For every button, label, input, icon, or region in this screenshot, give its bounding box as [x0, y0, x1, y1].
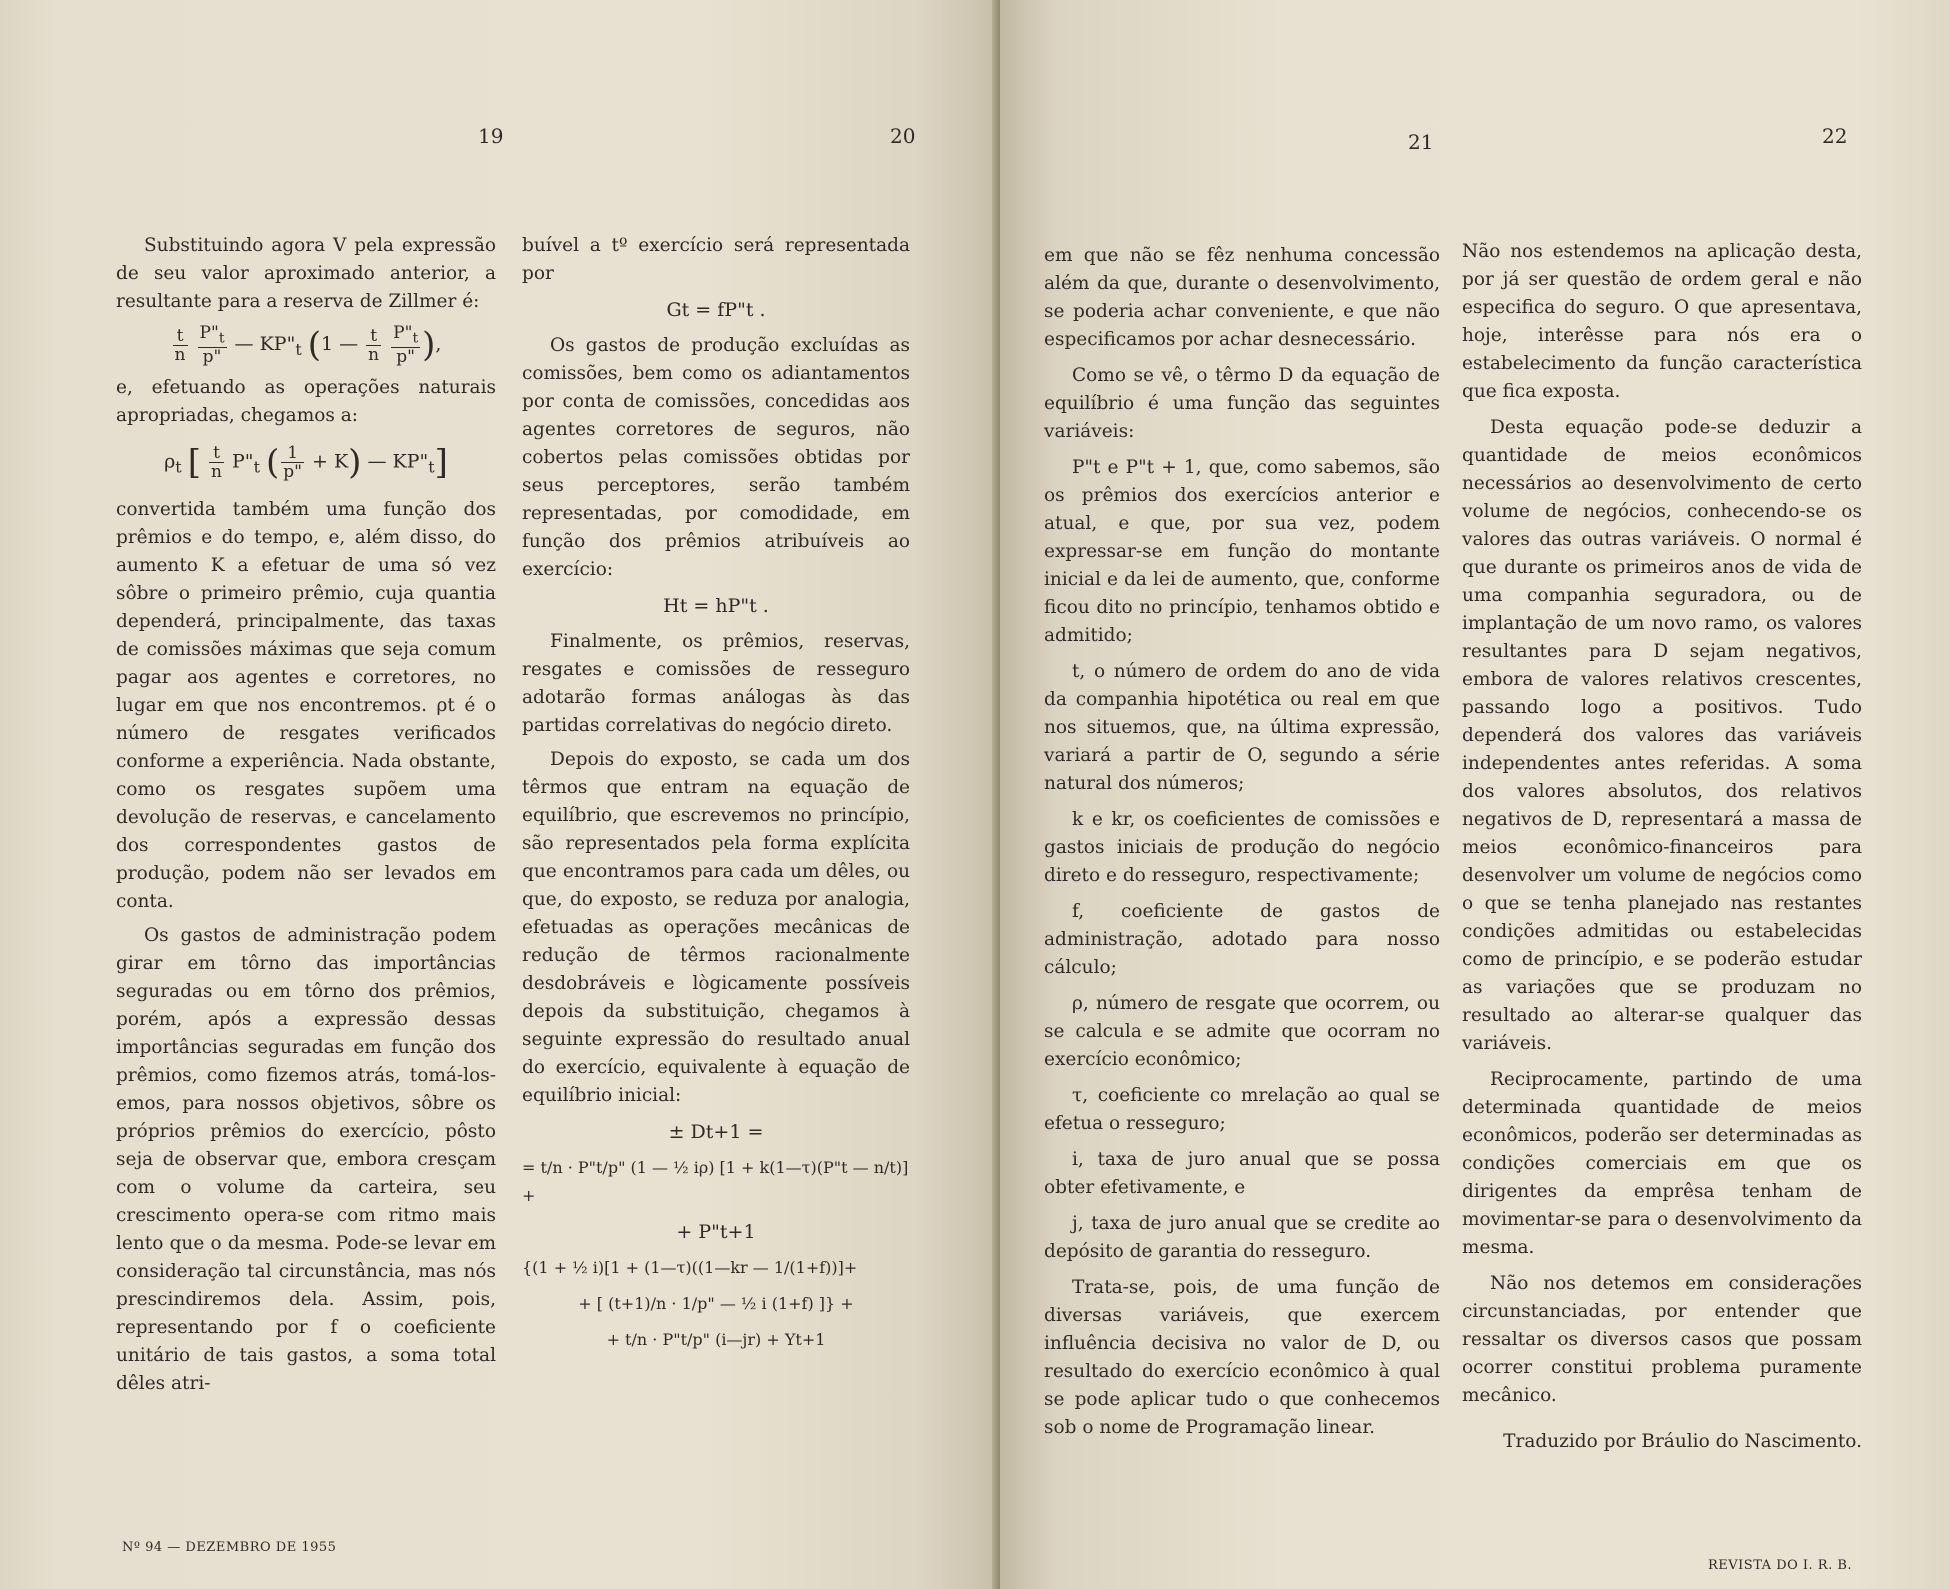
paragraph: Como se vê, o têrmo D da equação de equilíbrio é uma função das seguintes variáveis:: [1044, 365, 1440, 442]
column-page-19: [116, 232, 496, 1398]
column-page-21: [1044, 242, 1440, 1442]
paragraph: Desta equação pode-se deduzir a quantidade de meios econômicos necessários ao desenvolvimento de certo volume de negócios, conhecendo-se os valores das outras variáveis. O normal é que durante os primeiros anos de vida de uma companhia seguradora, ou de implantação de um novo ramo, os valores resultantes para D sejam negativos, embora de valores relativos crescentes, passando logo a positivos. Tudo dependerá dos valores das variáveis independentes antes referidas. A soma dos valores absolutos, dos relativos negativos de D, representará a massa de meios econômico-financeiros para desenvolver um volume de negócios como o que se tenha planejado nas restantes condições admitidas ou estabelecidas como de princípio, e se poderão estudar as variações que se produzam no resultado ao alterar-se qualquer das variáveis.: [1462, 417, 1862, 1054]
formula-gt: Gt = fP"t .: [666, 299, 766, 321]
paragraph: Não nos detemos em considerações circunstanciadas, por entender que ressaltar os diversos casos que possam ocorrer constitui problema puramente mecânico.: [1462, 1273, 1862, 1406]
paragraph: Substituindo agora V pela expressão de seu valor aproximado anterior, a resultante para a reserva de Zillmer é:: [116, 235, 496, 312]
paragraph: Depois do exposto, se cada um dos têrmos que entram na equação de equilíbrio, que escrevemos no princípio, são representados pela forma explícita que encontramos para cada um dêles, ou que, do exposto, se reduza por analogia, efetuadas as operações mecânicas de redução de têrmos racionalmente desdobráveis e lògicamente possíveis depois da substituição, chegamos à seguinte expressão do resultado anual do exercício, equivalente à equação de equilíbrio inicial:: [522, 749, 910, 1106]
footer-journal: REVISTA DO I. R. B.: [1708, 1558, 1853, 1573]
paragraph: τ, coeficiente co mrelação ao qual se efetua o resseguro;: [1044, 1085, 1440, 1134]
paragraph: e, efetuando as operações naturais apropriadas, chegamos a:: [116, 377, 496, 427]
paragraph: Reciprocamente, partindo de uma determinada quantidade de meios econômicos, poderão ser determinadas as condições comerciais em que os dirigentes da emprêsa tenham de movimentar-se para o desenvolvimento da mesma.: [1462, 1069, 1862, 1258]
paragraph: Não nos estendemos na aplicação desta, por já ser questão de ordem geral e não especifica do seguro. O que apresentava, hoje, interêsse para nós era o estabelecimento da função característica que fica exposta.: [1462, 241, 1862, 402]
paragraph: Os gastos de administração podem girar em tôrno das importâncias seguradas ou em tôrno dos prêmios, porém, após a expressão dessas importâncias seguradas em função dos prêmios, como fizemos atrás, tomá-los-emos, para nossos objetivos, sôbre os próprios prêmios do exercício, pôsto seja de observar que, embora cresçam com o volume da carteira, seu crescimento opera-se com ritmo mais lento que o da mesma. Pode-se levar em consideração tal circunstância, mas nós prescindiremos dela. Assim, pois, representando por f o coeficiente unitário de tais gastos, a soma total dêles atri-: [116, 924, 496, 1394]
paragraph: j, taxa de juro anual que se credite ao depósito de garantia do resseguro.: [1044, 1213, 1440, 1262]
formula-d-line4: {(1 + ½ i)[1 + (1—τ)((1—kr — 1/(1+f))]+: [522, 1258, 858, 1277]
formula-d-line6: + t/n · P"t/p" (i—jr) + Yt+1: [606, 1330, 826, 1349]
paragraph: convertida também uma função dos prêmios e do tempo, e, além disso, do aumento K a efetuar de uma só vez sôbre o primeiro prêmio, cuja quantia dependerá, principalmente, das taxas de comissões máximas que seja comum pagar aos agentes e corretores, no lugar em que nos encontremos. ρt é o número de resgates verificados conforme a experiência. Nada obstante, como os resgates supõem uma devolução de reservas, e cancelamento dos correspondentes gastos de produção, podem não ser levados em conta.: [116, 498, 496, 912]
page-number-21: 21: [1408, 130, 1434, 154]
paragraph: Finalmente, os prêmios, reservas, resgates e comissões de resseguro adotarão formas análogas às das partidas correlativas do negócio direto.: [522, 631, 910, 736]
column-page-22: [1462, 238, 1862, 1456]
translator-credit: Traduzido por Bráulio do Nascimento.: [1503, 1431, 1862, 1452]
formula-zillmer: $\frac{t}{n}$ $\frac{P"_t}{p"}$ — $KP"_t$ (1 — $\frac{t}{n}$ $\frac{P"_t}{p"}$ ),: [174, 323, 442, 368]
formula-reserve: $\rho_t$ [ $\frac{t}{n}$ $P"_t$ ( $\frac{1}{p"}$ + K) — $KP"_t$]: [164, 442, 448, 483]
paragraph: Trata-se, pois, de uma função de diversas variáveis, que exercem influência decisiva no valor de D, ou resultado do exercício econômico à qual se pode aplicar tudo o que conhecemos sob o nome de Programação linear.: [1044, 1277, 1440, 1438]
paragraph: em que não se fêz nenhuma concessão além da que, durante o desenvolvimento, se poderia achar conveniente, e que não especificamos por achar desnecessário.: [1044, 245, 1440, 350]
paragraph: k e kr, os coeficientes de comissões e gastos iniciais de produção do negócio direto e do resseguro, respectivamente;: [1044, 809, 1440, 886]
formula-d-line2: = t/n · P"t/p" (1 — ½ iρ) [1 + k(1—τ)(P"t — n/t)] +: [522, 1158, 909, 1205]
paragraph: i, taxa de juro anual que se possa obter efetivamente, e: [1044, 1149, 1440, 1198]
paragraph: buível a tº exercício será representada por: [522, 235, 910, 284]
formula-d-line1: ± Dt+1 =: [668, 1121, 764, 1143]
column-page-20: [522, 232, 910, 1362]
paragraph: t, o número de ordem do ano de vida da companhia hipotética ou real em que nos situemos, que, na última expressão, variará a partir de O, segundo a série natural dos números;: [1044, 661, 1440, 794]
right-page: [1000, 0, 1950, 1589]
formula-d-line3: + P"t+1: [676, 1221, 756, 1243]
paragraph: P"t e P"t + 1, que, como sabemos, são os prêmios dos exercícios anterior e atual, e que, por sua vez, podem expressar-se em função do montante inicial e da lei de aumento, que, conforme ficou dito no princípio, tenhamos obtido e admitido;: [1044, 457, 1440, 646]
footer-issue: Nº 94 — DEZEMBRO DE 1955: [122, 1540, 337, 1555]
page-number-19: 19: [478, 124, 504, 148]
page-number-20: 20: [890, 124, 916, 148]
formula-d-line5: + [ (t+1)/n · 1/p" — ½ i (1+f) ]} +: [578, 1294, 854, 1313]
paragraph: ρ, número de resgate que ocorrem, ou se calcula e se admite que ocorram no exercício econômico;: [1044, 993, 1440, 1070]
page-number-22: 22: [1822, 124, 1848, 148]
formula-ht: Ht = hP"t .: [663, 595, 769, 617]
paragraph: f, coeficiente de gastos de administração, adotado para nosso cálculo;: [1044, 901, 1440, 978]
paragraph: Os gastos de produção excluídas as comissões, bem como os adiantamentos por conta de comissões, concedidas aos agentes corretores de seguros, não cobertos pelas comissões obtidas por seus perceptores, serão também representadas, por comodidade, em função dos prêmios atribuíveis ao exercício:: [522, 335, 910, 580]
